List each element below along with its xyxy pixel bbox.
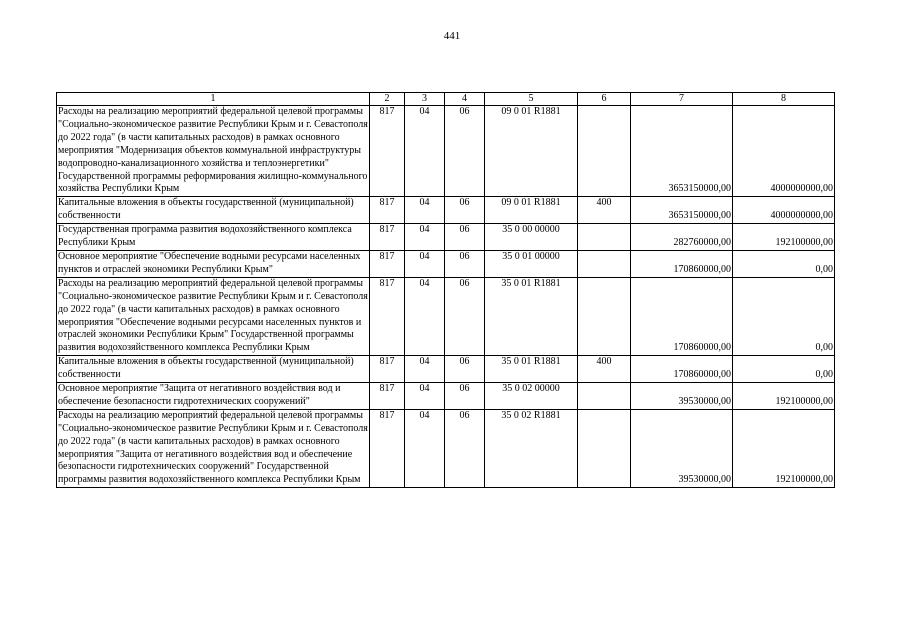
target-article-code: 09 0 01 R1881 xyxy=(485,106,578,197)
amount-col-7: 170860000,00 xyxy=(631,356,733,383)
section-code: 04 xyxy=(405,224,445,251)
budget-table xyxy=(56,92,835,488)
subsection-code: 06 xyxy=(445,409,485,487)
page-number: 441 xyxy=(443,30,461,42)
row-description: Основное мероприятие "Обеспечение водными ресурсами населенных пунктов и отраслей экономики Республики Крым" xyxy=(57,250,370,277)
amount-col-7: 170860000,00 xyxy=(631,250,733,277)
subsection-code: 06 xyxy=(445,250,485,277)
header-row xyxy=(57,93,835,106)
subsection-code: 06 xyxy=(445,224,485,251)
ministry-code: 817 xyxy=(370,356,405,383)
amount-col-8: 0,00 xyxy=(733,356,835,383)
row-description: Государственная программа развития водохозяйственного комплекса Республики Крым xyxy=(57,224,370,251)
header-cell: 2 xyxy=(370,93,405,106)
table-row xyxy=(57,383,835,410)
amount-col-8: 192100000,00 xyxy=(733,383,835,410)
ministry-code: 817 xyxy=(370,250,405,277)
expense-type-code xyxy=(578,106,631,197)
expense-type-code xyxy=(578,383,631,410)
header-cell: 5 xyxy=(485,93,578,106)
expense-type-code xyxy=(578,409,631,487)
subsection-code: 06 xyxy=(445,356,485,383)
ministry-code: 817 xyxy=(370,383,405,410)
amount-col-7: 39530000,00 xyxy=(631,383,733,410)
header-cell: 3 xyxy=(405,93,445,106)
header-cell: 7 xyxy=(631,93,733,106)
section-code: 04 xyxy=(405,106,445,197)
target-article-code: 35 0 02 00000 xyxy=(485,383,578,410)
amount-col-8: 0,00 xyxy=(733,250,835,277)
amount-col-8: 4000000000,00 xyxy=(733,197,835,224)
ministry-code: 817 xyxy=(370,277,405,355)
section-code: 04 xyxy=(405,277,445,355)
table-row xyxy=(57,356,835,383)
table-row xyxy=(57,277,835,355)
table-row xyxy=(57,106,835,197)
row-description: Основное мероприятие "Защита от негативного воздействия вод и обеспечение безопасности гидротехнических сооружений" xyxy=(57,383,370,410)
section-code: 04 xyxy=(405,250,445,277)
section-code: 04 xyxy=(405,356,445,383)
header-cell: 1 xyxy=(57,93,370,106)
amount-col-7: 170860000,00 xyxy=(631,277,733,355)
table-row xyxy=(57,197,835,224)
subsection-code: 06 xyxy=(445,277,485,355)
row-description: Расходы на реализацию мероприятий федеральной целевой программы "Социально-экономическое развитие Республики Крым и г. Севастополя до 2022 года" (в части капитальных расходов) в рамках основного мероприятия "Модернизация объектов коммунальной инфраструктуры водопроводно-канализационного хозяйства и теплоэнергетики" Государственной программы реформирования жилищно-коммунального хозяйства Республики Крым xyxy=(57,106,370,197)
ministry-code: 817 xyxy=(370,197,405,224)
section-code: 04 xyxy=(405,383,445,410)
amount-col-8: 192100000,00 xyxy=(733,224,835,251)
table-row xyxy=(57,409,835,487)
ministry-code: 817 xyxy=(370,106,405,197)
amount-col-7: 282760000,00 xyxy=(631,224,733,251)
ministry-code: 817 xyxy=(370,409,405,487)
target-article-code: 35 0 02 R1881 xyxy=(485,409,578,487)
expense-type-code: 400 xyxy=(578,356,631,383)
target-article-code: 09 0 01 R1881 xyxy=(485,197,578,224)
expense-type-code xyxy=(578,224,631,251)
table-row xyxy=(57,224,835,251)
row-description: Расходы на реализацию мероприятий федеральной целевой программы "Социально-экономическое развитие Республики Крым и г. Севастополя до 2022 года" (в части капитальных расходов) в рамках основного мероприятия "Обеспечение водными ресурсами населенных пунктов и отраслей экономики Республики Крым" Государственной программы развития водохозяйственного комплекса Республики Крым xyxy=(57,277,370,355)
section-code: 04 xyxy=(405,409,445,487)
expense-type-code xyxy=(578,277,631,355)
header-cell: 4 xyxy=(445,93,485,106)
amount-col-7: 3653150000,00 xyxy=(631,106,733,197)
target-article-code: 35 0 01 00000 xyxy=(485,250,578,277)
section-code: 04 xyxy=(405,197,445,224)
target-article-code: 35 0 01 R1881 xyxy=(485,277,578,355)
subsection-code: 06 xyxy=(445,106,485,197)
header-cell: 6 xyxy=(578,93,631,106)
row-description: Расходы на реализацию мероприятий федеральной целевой программы "Социально-экономическое развитие Республики Крым и г. Севастополя до 2022 года" (в части капитальных расходов) в рамках основного мероприятия "Защита от негативного воздействия вод и обеспечение безопасности гидротехнических сооружений" Государственной программы развития водохозяйственного комплекса Республики Крым xyxy=(57,409,370,487)
expense-type-code: 400 xyxy=(578,197,631,224)
target-article-code: 35 0 00 00000 xyxy=(485,224,578,251)
subsection-code: 06 xyxy=(445,197,485,224)
amount-col-8: 4000000000,00 xyxy=(733,106,835,197)
subsection-code: 06 xyxy=(445,383,485,410)
row-description: Капитальные вложения в объекты государственной (муниципальной) собственности xyxy=(57,356,370,383)
expense-type-code xyxy=(578,250,631,277)
amount-col-7: 3653150000,00 xyxy=(631,197,733,224)
header-cell: 8 xyxy=(733,93,835,106)
amount-col-8: 192100000,00 xyxy=(733,409,835,487)
row-description: Капитальные вложения в объекты государственной (муниципальной) собственности xyxy=(57,197,370,224)
amount-col-8: 0,00 xyxy=(733,277,835,355)
table-row xyxy=(57,250,835,277)
amount-col-7: 39530000,00 xyxy=(631,409,733,487)
target-article-code: 35 0 01 R1881 xyxy=(485,356,578,383)
ministry-code: 817 xyxy=(370,224,405,251)
